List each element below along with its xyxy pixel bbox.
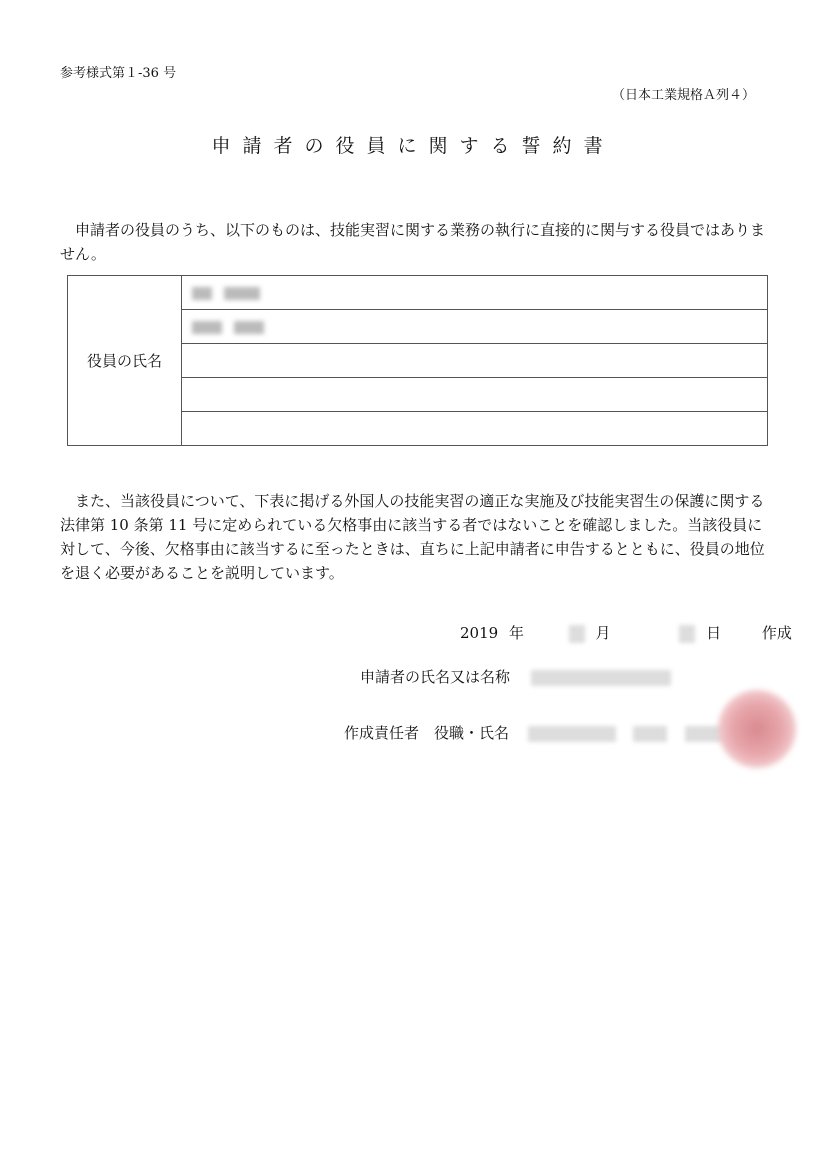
officer-name-cell [182, 412, 768, 446]
applicant-label: 申請者の氏名又は名称 [360, 668, 511, 686]
redacted-name [234, 321, 264, 334]
officer-name-cell [182, 344, 768, 378]
statement-paragraph-2: また、当該役員について、下表に掲げる外国人の技能実習の適正な実施及び技能実習生の保護に関する法律第 10 条第 11 号に定められている欠格事由に該当する者ではないことを確認しました。当該役員に対して、今後、欠格事由に該当するに至ったときは、直ちに上記申請者に申告するとともに、役員の地位を退く必要があることを説明しています。 [60, 492, 765, 582]
redacted-name [192, 287, 212, 300]
officers-label: 役員の氏名 [68, 276, 182, 446]
date-year: 2019 [460, 624, 499, 642]
redacted-month [569, 625, 585, 643]
document-title: 申請者の役員に関する誓約書 [211, 135, 615, 157]
date-suffix: 作成 [761, 624, 792, 642]
responsible-person-line [344, 722, 725, 743]
officers-table [67, 275, 768, 446]
applicant-line [360, 666, 671, 687]
responsible-label: 作成責任者 役職・氏名 [344, 724, 510, 742]
redacted-applicant-name [531, 670, 671, 686]
officer-name-cell [182, 310, 768, 344]
creation-date [460, 622, 792, 643]
redacted-name [192, 321, 222, 334]
statement-paragraph-1: 申請者の役員のうち、以下のものは、技能実習に関する業務の執行に直接的に関与する役員ではありません。 [60, 221, 766, 263]
date-month-unit: 月 [595, 624, 611, 642]
redacted-position [528, 726, 616, 742]
officer-name-cell [182, 378, 768, 412]
paper-spec: （日本工業規格Ａ列４） [612, 88, 756, 103]
date-year-unit: 年 [508, 624, 524, 642]
redacted-day [679, 625, 695, 643]
redacted-name [224, 287, 260, 300]
date-day-unit: 日 [706, 624, 722, 642]
redacted-name [633, 726, 667, 742]
officer-name-cell [182, 276, 768, 310]
seal-stamp [718, 690, 796, 768]
form-number: 参考様式第１-36 号 [60, 66, 177, 81]
table-row [68, 276, 768, 310]
